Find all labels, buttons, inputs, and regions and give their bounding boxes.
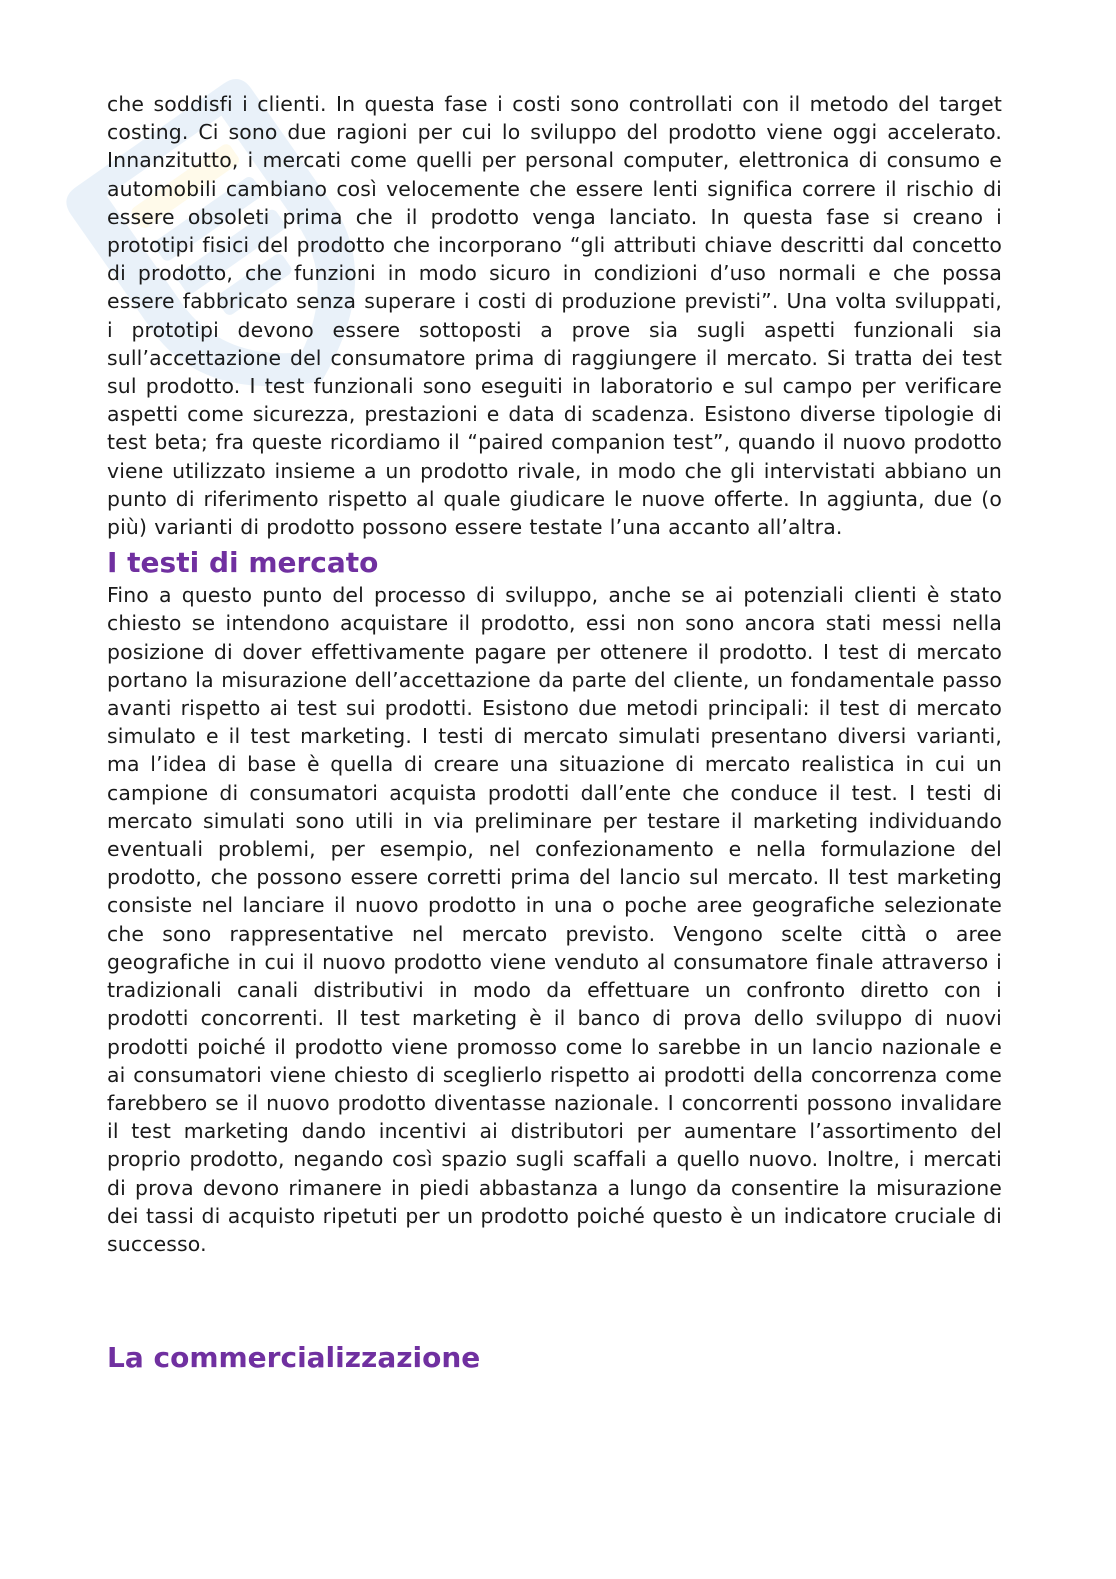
document-page xyxy=(107,90,1002,1376)
section-heading-test-mercato: I testi di mercato xyxy=(107,546,379,580)
test-mercato-paragraph: Fino a questo punto del processo di sviluppo, anche se ai potenziali clienti è stato chiesto se intendono acquistare il prodotto, essi non sono ancora stati messi nella posizione di dover effettivamente pagare per ottenere il prodotto. I test di mercato portano la misurazione dell’accettazione da parte del cliente, un fondamentale passo avanti rispetto ai test sui prodotti. Esistono due metodi principali: il test di mercato simulato e il test marketing. I testi di mercato simulati presentano diversi varianti, ma l’idea di base è quella di creare una situazione di mercato realistica in cui un campione di consumatori acquista prodotti dall’ente che conduce il test. I testi di mercato simulati sono utili in via preliminare per testare il marketing individuando eventuali problemi, per esempio, nel confezionamento e nella formulazione del prodotto, che possono essere corretti prima del lancio sul mercato. Il test marketing consiste nel lanciare il nuovo prodotto in una o poche aree geografiche selezionate che sono rappresentative nel mercato previsto. Vengono scelte città o aree geografiche in cui il nuovo prodotto viene venduto al consumatore finale attraverso i tradizionali canali distributivi in modo da effettuare un confronto diretto con i prodotti concorrenti. Il test marketing è il banco di prova dello sviluppo di nuovi prodotti poiché il prodotto viene promosso come lo sarebbe in un lancio nazionale e ai consumatori viene chiesto di sceglierlo rispetto ai prodotti della concorrenza come farebbero se il nuovo prodotto diventasse nazionale. I concorrenti possono invalidare il test marketing dando incentivi ai distributori per aumentare l’assortimento del proprio prodotto, negando così spazio sugli scaffali a quello nuovo. Inoltre, i mercati di prova devono rimanere in piedi abbastanza a lungo da consentire la misurazione dei tassi di acquisto ripetuti per un prodotto poiché questo è un indicatore cruciale di successo. xyxy=(107,583,1002,1256)
intro-paragraph: che soddisfi i clienti. In questa fase i costi sono controllati con il metodo del target costing. Ci sono due ragioni per cui lo sviluppo del prodotto viene oggi accelerato. Innanzitutto, i mercati come quelli per personal computer, elettronica di consumo e automobili cambiano così velocemente che essere lenti significa correre il rischio di essere obsoleti prima che il prodotto venga lanciato. In questa fase si creano i prototipi fisici del prodotto che incorporano “gli attributi chiave descritti dal concetto di prodotto, che funzioni in modo sicuro in condizioni d’uso normali e che possa essere fabbricato senza superare i costi di produzione previsti”. Una volta sviluppati, i prototipi devono essere sottoposti a prove sia sugli aspetti funzionali sia sull’accettazione del consumatore prima di raggiungere il mercato. Si tratta dei test sul prodotto. I test funzionali sono eseguiti in laboratorio e sul campo per verificare aspetti come sicurezza, prestazioni e data di scadenza. Esistono diverse tipologie di test beta; fra queste ricordiamo il “paired companion test”, quando il nuovo prodotto viene utilizzato insieme a un prodotto rivale, in modo che gli intervistati abbiano un punto di riferimento rispetto al quale giudicare le nuove offerte. In aggiunta, due (o più) varianti di prodotto possono essere testate l’una accanto all’altra. xyxy=(107,92,1002,540)
section-heading-commercializzazione: La commercializzazione xyxy=(107,1341,481,1375)
